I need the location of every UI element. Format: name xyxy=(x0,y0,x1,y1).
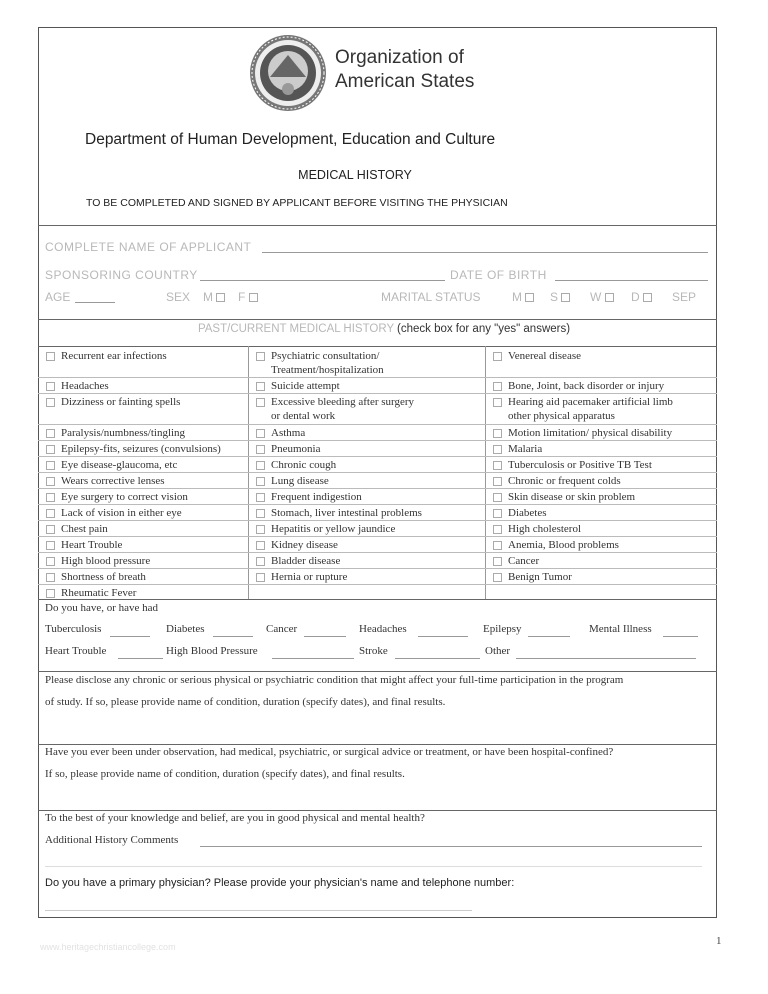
epilepsy-field[interactable] xyxy=(528,636,570,637)
condition-item[interactable] xyxy=(256,395,414,409)
condition-item[interactable] xyxy=(46,490,188,504)
condition-item[interactable] xyxy=(256,442,321,456)
condition-checkbox[interactable] xyxy=(256,573,265,582)
condition-label: Cancer xyxy=(508,555,540,567)
disclose-question-line1: Please disclose any chronic or serious physical or psychiatric condition that might affect your full-time participation in the program xyxy=(45,674,624,686)
sex-f-checkbox[interactable] xyxy=(249,293,258,302)
condition-item[interactable] xyxy=(493,395,673,409)
condition-checkbox[interactable] xyxy=(256,445,265,454)
marital-w-checkbox[interactable] xyxy=(605,293,614,302)
condition-checkbox[interactable] xyxy=(256,429,265,438)
department-title: Department of Human Development, Education and Culture xyxy=(85,131,496,148)
condition-item[interactable] xyxy=(493,458,652,472)
condition-item[interactable] xyxy=(46,458,177,472)
condition-item[interactable] xyxy=(256,426,305,440)
observation-question-line2: If so, please provide name of condition, duration (specify dates), and final results. xyxy=(45,768,405,780)
sex-option-m[interactable] xyxy=(203,290,231,304)
condition-label: Lung disease xyxy=(271,475,329,487)
condition-item[interactable] xyxy=(493,379,664,393)
condition-item[interactable] xyxy=(46,474,165,488)
condition-checkbox[interactable] xyxy=(256,493,265,502)
condition-item[interactable] xyxy=(46,522,108,536)
condition-high-blood-pressure: High Blood Pressure xyxy=(166,645,258,657)
form-title: MEDICAL HISTORY xyxy=(298,168,412,182)
sex-m-text: M xyxy=(203,290,213,304)
observation-question-line1: Have you ever been under observation, had medical, psychiatric, or surgical advice or treatment, or have been hospital-confined? xyxy=(45,746,614,758)
other-field[interactable] xyxy=(516,658,696,659)
condition-other: Other xyxy=(485,645,511,657)
condition-checkbox[interactable] xyxy=(493,398,502,407)
condition-label: Shortness of breath xyxy=(61,571,146,583)
condition-item[interactable] xyxy=(493,538,619,552)
condition-item[interactable] xyxy=(256,506,422,520)
condition-diabetes: Diabetes xyxy=(166,623,205,635)
marital-option-m[interactable] xyxy=(512,290,540,304)
sex-option-f[interactable] xyxy=(238,290,264,304)
condition-item[interactable] xyxy=(256,379,340,393)
additional-comments-field[interactable] xyxy=(200,846,702,847)
condition-item[interactable] xyxy=(46,554,150,568)
condition-item[interactable] xyxy=(256,554,340,568)
condition-headaches: Headaches xyxy=(359,623,407,635)
condition-item[interactable] xyxy=(46,426,185,440)
tuberculosis-field[interactable] xyxy=(110,636,150,637)
sex-f-text: F xyxy=(238,290,246,304)
condition-label: Recurrent ear infections xyxy=(61,350,167,362)
diabetes-field[interactable] xyxy=(213,636,253,637)
condition-label: Suicide attempt xyxy=(271,380,340,392)
condition-checkbox[interactable] xyxy=(493,429,502,438)
org-name-line2: American States xyxy=(335,71,475,92)
condition-label: Heart Trouble xyxy=(61,539,123,551)
condition-checkbox[interactable] xyxy=(256,382,265,391)
marital-status-label: MARITAL STATUS xyxy=(381,290,481,304)
condition-item[interactable] xyxy=(46,442,221,456)
mental-illness-field[interactable] xyxy=(663,636,698,637)
condition-label: Venereal disease xyxy=(508,350,581,362)
condition-item[interactable] xyxy=(256,522,395,536)
marital-option-d[interactable] xyxy=(631,290,658,304)
condition-checkbox[interactable] xyxy=(493,382,502,391)
condition-mental-illness: Mental Illness xyxy=(589,623,652,635)
condition-checkbox[interactable] xyxy=(493,573,502,582)
condition-stroke: Stroke xyxy=(359,645,388,657)
condition-checkbox[interactable] xyxy=(256,352,265,361)
condition-item[interactable] xyxy=(256,458,336,472)
condition-checkbox[interactable] xyxy=(493,461,502,470)
age-label: AGE xyxy=(45,290,71,304)
age-field[interactable] xyxy=(75,302,115,303)
form-instruction: TO BE COMPLETED AND SIGNED BY APPLICANT BEFORE VISITING THE PHYSICIAN xyxy=(86,197,508,209)
condition-label: Wears corrective lenses xyxy=(61,475,165,487)
observation-answer-area[interactable] xyxy=(45,784,705,808)
page-number: 1 xyxy=(716,935,722,947)
condition-label: Rheumatic Fever xyxy=(61,587,137,599)
condition-label-continued: other physical apparatus xyxy=(508,410,615,422)
condition-item[interactable] xyxy=(46,586,136,600)
condition-label: Paralysis/numbness/tingling xyxy=(61,427,186,439)
condition-checkbox[interactable] xyxy=(256,461,265,470)
condition-item[interactable] xyxy=(256,490,362,504)
condition-label: Bone, Joint, back disorder or injury xyxy=(508,380,665,392)
condition-label: Pneumonia xyxy=(271,443,321,455)
cancer-field[interactable] xyxy=(304,636,346,637)
condition-checkbox[interactable] xyxy=(46,398,55,407)
condition-item[interactable] xyxy=(256,474,329,488)
org-name-line1: Organization of xyxy=(335,47,464,68)
marital-d-text: D xyxy=(631,290,640,304)
condition-checkbox[interactable] xyxy=(493,541,502,550)
sponsoring-country-field[interactable] xyxy=(200,280,445,281)
condition-checkbox[interactable] xyxy=(46,445,55,454)
condition-epilepsy: Epilepsy xyxy=(483,623,522,635)
primary-physician-field[interactable] xyxy=(45,910,472,911)
condition-item[interactable] xyxy=(46,349,167,363)
stroke-field[interactable] xyxy=(395,658,480,659)
condition-label: Lack of vision in either eye xyxy=(61,507,182,519)
condition-tuberculosis: Tuberculosis xyxy=(45,623,102,635)
history-title: PAST/CURRENT MEDICAL HISTORY xyxy=(197,323,395,335)
condition-item[interactable] xyxy=(493,554,539,568)
condition-label: Hearing aid pacemaker artificial limb xyxy=(508,396,673,408)
condition-item[interactable] xyxy=(493,442,542,456)
condition-heart-trouble: Heart Trouble xyxy=(45,645,107,657)
condition-label: Chronic or frequent colds xyxy=(508,475,621,487)
condition-item[interactable] xyxy=(493,349,581,363)
condition-checkbox[interactable] xyxy=(256,477,265,486)
condition-item[interactable] xyxy=(46,379,109,393)
marital-s-text: S xyxy=(550,290,559,304)
condition-label: Anemia, Blood problems xyxy=(508,539,619,551)
date-of-birth-label: DATE OF BIRTH xyxy=(450,268,547,282)
condition-checkbox[interactable] xyxy=(46,352,55,361)
condition-checkbox[interactable] xyxy=(46,541,55,550)
condition-label: Frequent indigestion xyxy=(271,491,362,503)
condition-item[interactable] xyxy=(493,522,581,536)
condition-checkbox[interactable] xyxy=(46,573,55,582)
condition-item[interactable] xyxy=(46,538,122,552)
condition-item[interactable] xyxy=(256,349,379,363)
condition-label: Headaches xyxy=(61,380,109,392)
marital-d-checkbox[interactable] xyxy=(643,293,652,302)
condition-item[interactable] xyxy=(46,395,180,409)
condition-checkbox[interactable] xyxy=(493,509,502,518)
good-health-question: To the best of your knowledge and belief, are you in good physical and mental health? xyxy=(45,812,425,824)
condition-checkbox[interactable] xyxy=(46,509,55,518)
condition-item[interactable] xyxy=(493,570,572,584)
do-you-have-question: Do you have, or have had xyxy=(45,602,159,614)
condition-checkbox[interactable] xyxy=(256,541,265,550)
condition-label: Epilepsy-fits, seizures (convulsions) xyxy=(61,443,221,455)
condition-label: Tuberculosis or Positive TB Test xyxy=(508,459,652,471)
condition-label: Malaria xyxy=(508,443,543,455)
applicant-name-field[interactable] xyxy=(262,252,708,253)
condition-label: Skin disease or skin problem xyxy=(508,491,636,503)
condition-checkbox[interactable] xyxy=(46,493,55,502)
condition-checkbox[interactable] xyxy=(46,557,55,566)
marital-m-text: M xyxy=(512,290,522,304)
marital-m-checkbox[interactable] xyxy=(525,293,534,302)
watermark-text: www.heritagechristiancollege.com xyxy=(40,942,176,952)
applicant-name-label: COMPLETE NAME OF APPLICANT xyxy=(45,240,252,254)
condition-checkbox[interactable] xyxy=(493,493,502,502)
marital-option-w[interactable] xyxy=(590,290,620,304)
condition-label-continued: Treatment/hospitalization xyxy=(271,364,384,376)
condition-checkbox[interactable] xyxy=(46,525,55,534)
sex-m-checkbox[interactable] xyxy=(216,293,225,302)
condition-item[interactable] xyxy=(493,490,635,504)
condition-label: Chest pain xyxy=(61,523,108,535)
condition-label: Stomach, liver intestinal problems xyxy=(271,507,422,519)
condition-label: Dizziness or fainting spells xyxy=(61,396,181,408)
heart-trouble-field[interactable] xyxy=(118,658,163,659)
condition-label: Eye disease-glaucoma, etc xyxy=(61,459,178,471)
date-of-birth-field[interactable] xyxy=(555,280,708,281)
condition-checkbox[interactable] xyxy=(46,382,55,391)
primary-physician-question: Do you have a primary physician? Please provide your physician's name and telephone number: xyxy=(45,877,515,889)
condition-label: Asthma xyxy=(271,427,306,439)
condition-checkbox[interactable] xyxy=(256,525,265,534)
marital-s-checkbox[interactable] xyxy=(561,293,570,302)
condition-label: Motion limitation/ physical disability xyxy=(508,427,673,439)
condition-label: Chronic cough xyxy=(271,459,337,471)
condition-checkbox[interactable] xyxy=(493,557,502,566)
condition-checkbox[interactable] xyxy=(46,429,55,438)
condition-label: Eye surgery to correct vision xyxy=(61,491,188,503)
condition-checkbox[interactable] xyxy=(256,509,265,518)
condition-item[interactable] xyxy=(256,570,347,584)
additional-comments-field-line2[interactable] xyxy=(45,866,702,867)
history-heading xyxy=(0,323,768,335)
sponsoring-country-label: SPONSORING COUNTRY xyxy=(45,268,198,282)
marital-option-sep[interactable]: SEP xyxy=(672,290,697,304)
condition-checkbox[interactable] xyxy=(46,589,55,598)
headaches-field[interactable] xyxy=(418,636,468,637)
sex-label: SEX xyxy=(166,290,191,304)
condition-label: Hernia or rupture xyxy=(271,571,348,583)
history-note: (check box for any "yes" answers) xyxy=(397,323,571,335)
disclose-question-line2: of study. If so, please provide name of condition, duration (specify dates), and final results. xyxy=(45,696,446,708)
condition-checkbox[interactable] xyxy=(493,445,502,454)
condition-label: Bladder disease xyxy=(271,555,341,567)
condition-label: Diabetes xyxy=(508,507,547,519)
disclose-answer-area[interactable] xyxy=(45,712,705,742)
condition-item[interactable] xyxy=(256,538,338,552)
condition-cancer: Cancer xyxy=(266,623,298,635)
condition-label: Psychiatric consultation/ xyxy=(271,350,380,362)
condition-item[interactable] xyxy=(46,506,182,520)
condition-item[interactable] xyxy=(493,426,672,440)
condition-label: Hepatitis or yellow jaundice xyxy=(271,523,396,535)
condition-label-continued: or dental work xyxy=(271,410,336,422)
condition-checkbox[interactable] xyxy=(256,398,265,407)
marital-option-s[interactable] xyxy=(550,290,576,304)
marital-w-text: W xyxy=(590,290,602,304)
condition-label: Benign Tumor xyxy=(508,571,572,583)
condition-item[interactable] xyxy=(493,474,621,488)
additional-comments-label: Additional History Comments xyxy=(45,834,179,846)
condition-label: High cholesterol xyxy=(508,523,582,535)
condition-checkbox[interactable] xyxy=(46,477,55,486)
condition-item[interactable] xyxy=(493,506,546,520)
condition-checkbox[interactable] xyxy=(493,477,502,486)
condition-label: High blood pressure xyxy=(61,555,151,567)
condition-label: Kidney disease xyxy=(271,539,338,551)
condition-item[interactable] xyxy=(46,570,146,584)
condition-checkbox[interactable] xyxy=(256,557,265,566)
condition-checkbox[interactable] xyxy=(493,352,502,361)
oas-seal-logo xyxy=(248,33,328,113)
condition-checkbox[interactable] xyxy=(493,525,502,534)
high-blood-pressure-field[interactable] xyxy=(272,658,354,659)
condition-checkbox[interactable] xyxy=(46,461,55,470)
condition-label: Excessive bleeding after surgery xyxy=(271,396,415,408)
